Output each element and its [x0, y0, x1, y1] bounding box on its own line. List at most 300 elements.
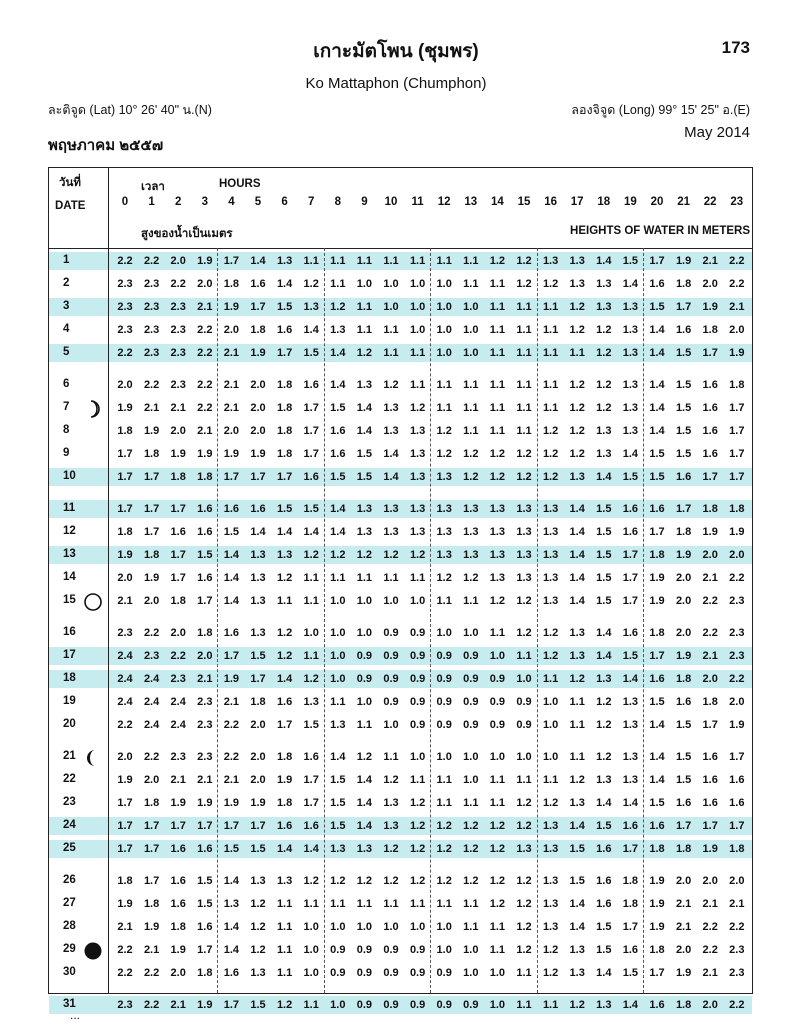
water-height-cell: 1.6 [596, 897, 612, 910]
water-height-cell: 1.1 [436, 255, 452, 267]
water-height-cell: 1.1 [569, 695, 585, 708]
water-height-cell: 1.4 [330, 503, 346, 515]
water-height-cell: 1.4 [569, 571, 585, 584]
water-height-cell: 2.1 [143, 943, 160, 956]
water-height-cell: 2.2 [702, 920, 718, 933]
water-height-cell: 1.3 [330, 842, 346, 855]
water-height-cell: 2.2 [702, 594, 718, 607]
water-height-cell: 1.4 [649, 401, 665, 414]
water-height-cell: 1.5 [675, 718, 692, 731]
water-height-cell: 0.9 [383, 672, 399, 685]
water-height-cell: 1.3 [383, 819, 399, 832]
date-label: 24 [63, 818, 76, 831]
date-label: 28 [63, 919, 76, 932]
water-height-cell: 1.5 [276, 503, 293, 515]
water-height-cell: 1.2 [569, 424, 585, 437]
water-height-cell: 1.9 [729, 346, 745, 359]
water-height-cell: 2.3 [143, 277, 160, 290]
water-height-cell: 1.2 [356, 751, 373, 763]
water-height-cell: 1.8 [143, 796, 160, 809]
water-height-cell: 1.3 [542, 594, 559, 607]
water-height-cell: 2.0 [675, 943, 692, 956]
water-height-cell: 1.2 [542, 796, 559, 809]
water-height-cell: 1.5 [675, 447, 692, 460]
water-height-cell: 1.5 [250, 842, 266, 855]
date-label: 13 [63, 547, 76, 560]
water-height-cell: 2.2 [143, 999, 160, 1011]
water-height-cell: 1.8 [197, 470, 213, 483]
water-height-cell: 1.3 [383, 503, 399, 515]
water-height-cell: 0.9 [436, 999, 452, 1011]
longitude-label: ลองจิจูด (Long) 99° 15' 25" อ.(E) [571, 103, 750, 117]
water-height-cell: 1.9 [729, 718, 745, 731]
water-height-cell: 1.9 [170, 447, 186, 460]
water-height-cell: 1.0 [542, 695, 559, 708]
water-height-cell: 1.1 [542, 323, 559, 336]
water-height-cell: 1.4 [622, 447, 639, 460]
table-header [49, 168, 752, 249]
water-height-cell: 1.6 [197, 503, 213, 515]
water-height-cell: 1.4 [276, 277, 293, 290]
water-height-cell: 1.2 [542, 649, 559, 662]
water-height-cell: 1.1 [463, 897, 479, 910]
water-height-cell: 1.6 [197, 525, 213, 538]
date-column-rule [108, 248, 109, 993]
water-height-cell: 1.1 [516, 966, 532, 979]
water-height-cell: 1.1 [463, 920, 479, 933]
water-height-cell: 1.6 [729, 796, 745, 809]
water-height-cell: 1.3 [569, 796, 585, 809]
water-height-cell: 2.1 [223, 379, 240, 391]
water-height-cell: 1.6 [250, 503, 266, 515]
water-height-cell: 1.3 [542, 819, 559, 832]
water-height-cell: 2.1 [197, 773, 213, 786]
water-height-cell: 1.3 [383, 796, 399, 809]
water-height-cell: 2.1 [702, 571, 718, 584]
water-height-cell: 1.1 [542, 346, 559, 359]
water-height-cell: 1.3 [356, 842, 373, 855]
water-height-cell: 1.4 [383, 447, 399, 460]
water-height-cell: 1.3 [436, 525, 452, 538]
water-height-cell: 1.2 [489, 897, 506, 910]
water-height-cell: 1.5 [596, 943, 612, 956]
water-height-cell: 2.4 [117, 695, 133, 708]
water-height-cell: 0.9 [409, 718, 426, 731]
water-height-cell: 1.2 [542, 966, 559, 979]
water-height-cell: 1.6 [330, 447, 346, 460]
water-height-cell: 0.9 [383, 943, 399, 956]
water-height-cell: 1.3 [223, 897, 240, 910]
water-height-cell: 1.1 [356, 571, 373, 584]
water-height-cell: 1.5 [250, 999, 266, 1011]
water-height-cell: 1.5 [649, 300, 665, 313]
water-height-cell: 1.6 [702, 424, 718, 437]
footer-note: ... [70, 1008, 81, 1022]
water-height-cell: 1.2 [489, 447, 506, 460]
water-height-cell: 1.2 [596, 379, 612, 391]
water-height-cell: 1.0 [330, 594, 346, 607]
hour-label: 16 [544, 196, 557, 208]
water-height-cell: 1.7 [170, 819, 186, 832]
water-height-cell: 1.1 [383, 346, 399, 359]
water-height-cell: 2.0 [675, 627, 692, 639]
date-label: 19 [63, 694, 76, 707]
water-height-cell: 1.1 [303, 571, 319, 584]
water-height-cell: 2.3 [170, 379, 186, 391]
water-height-cell: 1.9 [649, 897, 665, 910]
water-height-cell: 1.4 [649, 323, 665, 336]
water-height-cell: 0.9 [356, 649, 373, 662]
water-height-cell: 1.5 [622, 470, 639, 483]
month-en-label: May 2014 [684, 124, 750, 141]
water-height-cell: 2.2 [197, 346, 213, 359]
water-height-cell: 2.2 [143, 751, 160, 763]
water-height-cell: 2.0 [223, 424, 240, 437]
water-height-cell: 1.2 [436, 447, 452, 460]
water-height-cell: 1.9 [117, 548, 133, 561]
date-label: 7 [63, 400, 70, 413]
water-height-cell: 1.2 [276, 649, 293, 662]
water-height-cell: 1.2 [436, 875, 452, 887]
water-height-cell: 2.4 [143, 718, 160, 731]
water-height-cell: 1.6 [622, 943, 639, 956]
hour-label: 15 [517, 196, 531, 208]
water-height-cell: 2.0 [197, 277, 213, 290]
water-height-cell: 1.4 [330, 751, 346, 763]
water-height-cell: 1.7 [117, 447, 133, 460]
water-height-cell: 2.3 [729, 966, 745, 979]
water-height-cell: 1.9 [197, 255, 213, 267]
water-height-cell: 1.1 [489, 401, 506, 414]
water-height-cell: 2.3 [197, 751, 213, 763]
water-height-cell: 2.0 [250, 379, 266, 391]
water-height-cell: 1.8 [250, 695, 266, 708]
water-height-cell: 1.7 [143, 875, 160, 887]
water-height-cell: 2.2 [197, 379, 213, 391]
water-height-cell: 1.3 [542, 548, 559, 561]
water-height-cell: 1.9 [250, 796, 266, 809]
water-height-cell: 1.9 [702, 525, 718, 538]
water-height-cell: 1.1 [356, 323, 373, 336]
water-height-cell: 1.4 [569, 897, 585, 910]
water-height-cell: 1.9 [170, 796, 186, 809]
water-height-cell: 1.6 [702, 773, 718, 786]
water-height-cell: 1.2 [596, 695, 612, 708]
water-height-cell: 1.8 [276, 447, 293, 460]
water-height-cell: 1.1 [489, 346, 506, 359]
water-height-cell: 2.2 [143, 255, 160, 267]
water-height-cell: 1.2 [516, 897, 532, 910]
hour-label: 7 [307, 196, 315, 208]
water-height-cell: 0.9 [516, 695, 532, 708]
water-height-cell: 1.0 [436, 277, 452, 290]
water-height-cell: 1.3 [622, 424, 639, 437]
water-height-cell: 1.8 [675, 672, 692, 685]
water-height-cell: 1.7 [675, 819, 692, 832]
water-height-cell: 1.7 [622, 571, 639, 584]
water-height-cell: 1.9 [117, 773, 133, 786]
date-label: 21 [63, 750, 76, 762]
water-height-cell: 1.7 [675, 300, 692, 313]
water-height-cell: 1.9 [675, 966, 692, 979]
water-height-cell: 1.1 [542, 672, 559, 685]
water-height-cell: 1.0 [303, 943, 319, 956]
water-height-cell: 1.3 [516, 503, 532, 515]
water-height-cell: 2.0 [117, 379, 133, 391]
water-height-cell: 1.3 [409, 424, 426, 437]
water-height-cell: 1.3 [330, 323, 346, 336]
water-height-cell: 1.2 [489, 842, 506, 855]
water-height-cell: 2.1 [197, 672, 213, 685]
water-height-cell: 1.0 [356, 695, 373, 708]
water-height-cell: 1.1 [516, 379, 532, 391]
water-height-cell: 1.4 [303, 525, 319, 538]
water-height-cell: 1.3 [303, 300, 319, 313]
water-height-cell: 1.7 [143, 525, 160, 538]
water-height-cell: 1.3 [250, 627, 266, 639]
water-height-cell: 1.4 [596, 470, 612, 483]
water-height-cell: 2.4 [170, 695, 186, 708]
water-height-cell: 1.1 [356, 897, 373, 910]
water-height-cell: 1.1 [489, 379, 506, 391]
water-height-cell: 1.1 [276, 943, 293, 956]
water-height-cell: 1.4 [223, 571, 240, 584]
water-height-cell: 1.4 [596, 627, 612, 639]
water-height-cell: 1.2 [383, 842, 399, 855]
water-height-cell: 1.3 [356, 379, 373, 391]
water-height-cell: 1.7 [622, 594, 639, 607]
water-height-cell: 1.2 [330, 875, 346, 887]
water-height-cell: 1.2 [303, 875, 319, 887]
water-height-cell: 1.8 [276, 751, 293, 763]
water-height-cell: 2.0 [170, 424, 186, 437]
water-height-cell: 2.2 [702, 943, 718, 956]
water-height-cell: 1.0 [489, 649, 506, 662]
water-height-cell: 1.5 [250, 649, 266, 662]
water-height-cell: 1.2 [489, 255, 506, 267]
water-height-cell: 1.6 [649, 999, 665, 1011]
water-height-cell: 1.7 [143, 470, 160, 483]
water-height-cell: 2.0 [702, 548, 718, 561]
water-height-cell: 1.4 [223, 594, 240, 607]
water-height-cell: 1.1 [436, 379, 452, 391]
water-height-cell: 1.7 [729, 751, 745, 763]
water-height-cell: 1.6 [649, 819, 665, 832]
water-height-cell: 1.0 [330, 672, 346, 685]
water-height-cell: 1.3 [569, 649, 585, 662]
water-height-cell: 1.0 [489, 966, 506, 979]
water-height-cell: 1.9 [649, 920, 665, 933]
water-height-cell: 1.0 [330, 920, 346, 933]
hour-label: 4 [228, 196, 235, 208]
water-height-cell: 1.1 [436, 897, 452, 910]
water-height-cell: 1.3 [383, 525, 399, 538]
water-height-cell: 1.2 [542, 447, 559, 460]
water-height-cell: 1.7 [649, 649, 665, 662]
water-height-cell: 1.3 [569, 470, 585, 483]
first-quarter-moon-icon [83, 399, 103, 419]
water-height-cell: 0.9 [409, 695, 426, 708]
water-height-cell: 1.6 [197, 920, 213, 933]
water-height-cell: 1.5 [569, 842, 585, 855]
water-height-cell: 1.2 [409, 875, 426, 887]
water-height-cell: 1.3 [569, 277, 585, 290]
hour-label: 12 [437, 196, 451, 208]
water-height-cell: 1.6 [622, 627, 639, 639]
water-height-cell: 1.4 [569, 548, 585, 561]
water-height-cell: 1.1 [409, 255, 426, 267]
water-height-cell: 1.7 [250, 470, 266, 483]
date-label: 4 [63, 322, 70, 335]
date-header-en: DATE [55, 200, 86, 212]
water-height-cell: 1.0 [356, 594, 373, 607]
water-height-cell: 2.3 [729, 649, 745, 662]
water-height-cell: 1.1 [330, 255, 346, 267]
water-height-cell: 2.4 [170, 718, 186, 731]
water-height-cell: 1.1 [436, 796, 452, 809]
water-height-cell: 1.6 [729, 773, 745, 786]
water-height-cell: 2.1 [170, 773, 186, 786]
water-height-cell: 1.5 [197, 875, 213, 887]
water-height-cell: 1.6 [649, 503, 665, 515]
water-height-cell: 1.7 [143, 819, 160, 832]
water-height-cell: 1.3 [542, 571, 559, 584]
water-height-cell: 1.6 [702, 751, 718, 763]
water-height-cell: 1.1 [516, 323, 532, 336]
hour-label: 0 [121, 196, 129, 208]
water-height-cell: 1.7 [197, 594, 213, 607]
water-height-cell: 2.0 [250, 718, 266, 731]
water-height-cell: 1.1 [489, 796, 506, 809]
water-height-cell: 1.7 [117, 819, 133, 832]
water-height-cell: 1.1 [330, 897, 346, 910]
water-height-cell: 1.5 [675, 751, 692, 763]
water-height-cell: 1.4 [649, 346, 665, 359]
water-height-cell: 1.4 [596, 255, 612, 267]
water-height-cell: 1.2 [303, 277, 319, 290]
water-height-cell: 2.1 [702, 966, 718, 979]
water-height-cell: 1.3 [596, 277, 612, 290]
water-height-cell: 1.4 [330, 346, 346, 359]
water-height-cell: 1.7 [729, 424, 745, 437]
water-height-cell: 1.9 [143, 920, 160, 933]
water-height-cell: 1.4 [330, 379, 346, 391]
last-quarter-moon-icon [83, 748, 103, 768]
water-height-cell: 1.3 [250, 875, 266, 887]
water-height-cell: 1.6 [303, 819, 319, 832]
water-height-cell: 1.1 [383, 323, 399, 336]
water-height-cell: 1.4 [622, 277, 639, 290]
water-height-cell: 1.2 [250, 897, 266, 910]
water-height-cell: 1.1 [303, 649, 319, 662]
water-height-cell: 1.2 [516, 943, 532, 956]
water-height-cell: 1.2 [276, 999, 293, 1011]
water-height-cell: 1.1 [436, 401, 452, 414]
water-height-cell: 2.3 [197, 718, 213, 731]
water-height-cell: 1.2 [463, 447, 479, 460]
water-height-cell: 1.2 [330, 300, 346, 313]
water-height-cell: 1.0 [516, 751, 532, 763]
time-header-en: HOURS [219, 178, 261, 190]
water-height-cell: 1.2 [542, 943, 559, 956]
water-height-cell: 0.9 [356, 943, 373, 956]
water-height-cell: 2.3 [729, 594, 745, 607]
water-height-cell: 1.9 [223, 300, 240, 313]
water-height-cell: 1.0 [409, 277, 426, 290]
water-height-cell: 1.3 [516, 571, 532, 584]
water-height-cell: 1.9 [117, 401, 133, 414]
water-height-cell: 1.2 [542, 424, 559, 437]
water-height-cell: 2.3 [117, 999, 133, 1011]
water-height-cell: 1.4 [596, 796, 612, 809]
water-height-cell: 1.2 [489, 819, 506, 832]
water-height-cell: 1.2 [516, 819, 532, 832]
water-height-cell: 1.2 [569, 773, 585, 786]
date-label: 8 [63, 423, 70, 436]
water-height-cell: 1.4 [356, 424, 373, 437]
water-height-cell: 1.1 [303, 255, 319, 267]
water-height-cell: 1.1 [276, 594, 293, 607]
water-height-cell: 1.1 [303, 999, 319, 1011]
water-height-cell: 1.8 [276, 424, 293, 437]
water-height-cell: 1.6 [649, 277, 665, 290]
water-height-cell: 2.0 [702, 999, 718, 1011]
water-height-cell: 1.7 [303, 773, 319, 786]
water-height-cell: 1.1 [489, 323, 506, 336]
water-height-cell: 1.7 [223, 999, 240, 1011]
water-height-cell: 1.0 [463, 323, 479, 336]
water-height-cell: 1.3 [569, 966, 585, 979]
water-height-cell: 1.7 [223, 819, 240, 832]
water-height-cell: 1.9 [675, 649, 692, 662]
water-height-cell: 0.9 [356, 966, 373, 979]
water-height-cell: 1.4 [596, 966, 612, 979]
water-height-cell: 1.5 [197, 548, 213, 561]
water-height-cell: 1.3 [542, 255, 559, 267]
date-label: 30 [63, 965, 76, 978]
water-height-cell: 1.1 [276, 966, 293, 979]
date-label: 26 [63, 874, 76, 886]
water-height-cell: 1.9 [649, 875, 665, 887]
water-height-cell: 2.1 [223, 401, 240, 414]
water-height-cell: 1.9 [649, 571, 665, 584]
date-label: 10 [63, 469, 76, 482]
date-label: 25 [63, 841, 76, 854]
water-height-cell: 0.9 [516, 718, 532, 731]
hour-label: 14 [490, 196, 504, 208]
water-height-cell: 1.1 [330, 277, 346, 290]
water-height-cell: 1.8 [276, 401, 293, 414]
water-height-cell: 1.3 [436, 470, 452, 483]
hour-label: 3 [201, 196, 208, 208]
hour-label: 21 [677, 196, 690, 208]
water-height-cell: 1.6 [170, 525, 186, 538]
water-height-cell: 2.0 [250, 401, 266, 414]
water-height-cell: 1.7 [702, 819, 718, 832]
water-height-cell: 1.3 [409, 447, 426, 460]
water-height-cell: 1.1 [409, 897, 426, 910]
water-height-cell: 1.9 [197, 447, 213, 460]
water-height-cell: 1.7 [250, 819, 266, 832]
water-height-cell: 1.8 [675, 999, 692, 1011]
water-height-cell: 1.0 [356, 920, 373, 933]
water-height-cell: 1.6 [197, 571, 213, 584]
water-height-cell: 1.6 [675, 796, 692, 809]
water-height-cell: 1.2 [409, 796, 426, 809]
hour-label: 5 [254, 196, 262, 208]
water-height-cell: 1.9 [702, 300, 718, 313]
water-height-cell: 2.2 [117, 718, 133, 731]
